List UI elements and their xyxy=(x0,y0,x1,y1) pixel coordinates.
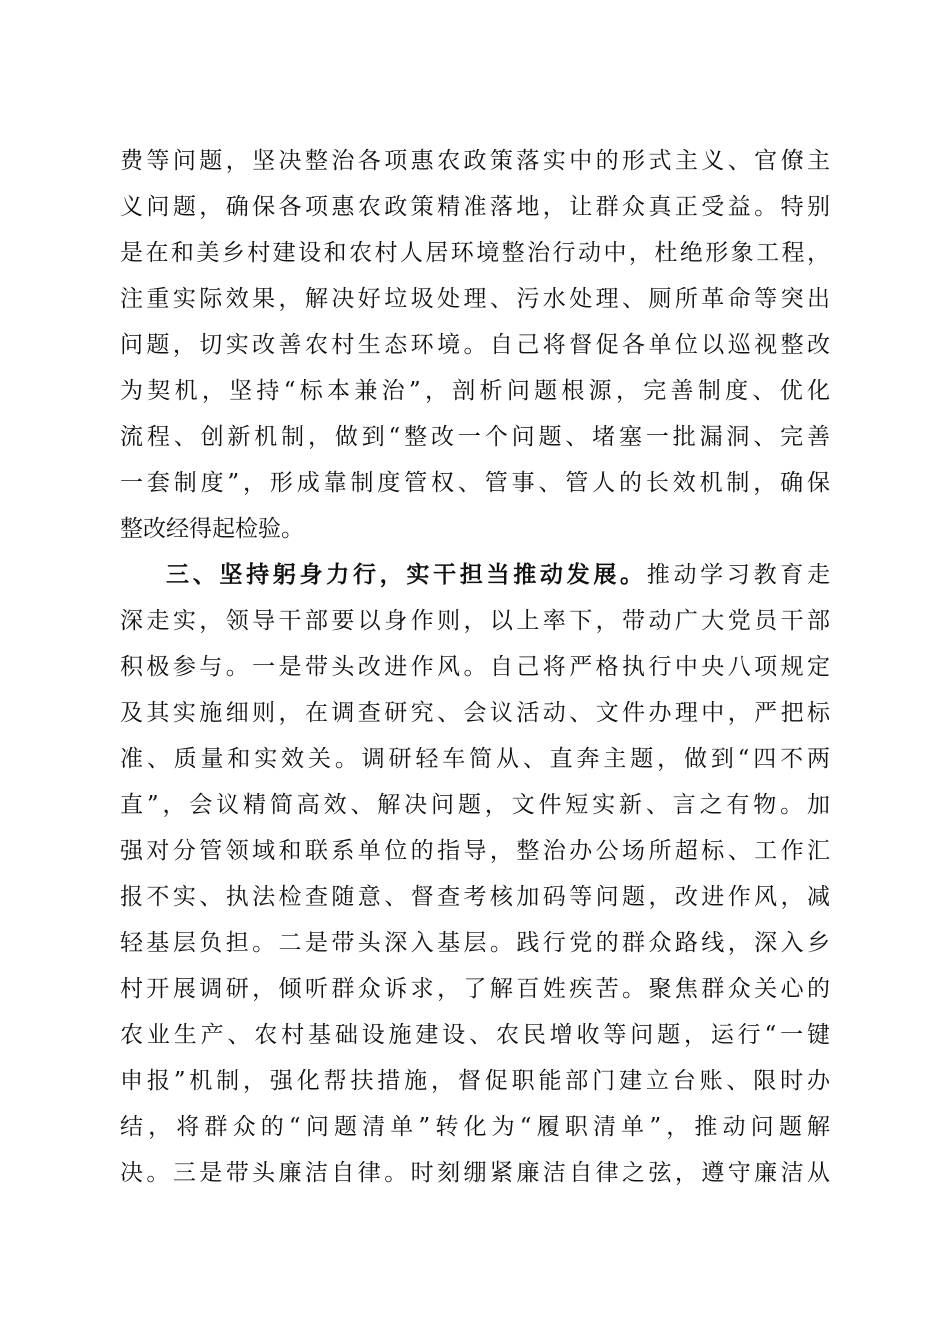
text-line: 报不实、执法检查随意、督查考核加码等问题，改进作风，减 xyxy=(120,884,830,910)
text-line: 结，将群众的“问题清单”转化为“履职清单”，推动问题解 xyxy=(120,1114,830,1140)
section-3-first-line-text: 推动学习教育走 xyxy=(646,562,830,588)
section-3-first-line xyxy=(120,552,830,598)
section-3-heading: 三、坚持躬身力行，实干担当推动发展。 xyxy=(166,562,647,588)
text-line: 及其实施细则，在调查研究、会议活动、文件办理中，严把标 xyxy=(120,700,830,726)
text-line: 村开展调研，倾听群众诉求，了解百姓疾苦。聚焦群众关心的 xyxy=(120,976,830,1002)
text-line: 强对分管领域和联系单位的指导，整治办公场所超标、工作汇 xyxy=(120,838,830,864)
text-line: 直”，会议精简高效、解决问题，文件短实新、言之有物。加 xyxy=(120,792,830,818)
text-line: 决。三是带头廉洁自律。时刻绷紧廉洁自律之弦，遵守廉洁从 xyxy=(120,1160,830,1186)
text-line: 一套制度”，形成靠制度管权、管事、管人的长效机制，确保 xyxy=(120,470,830,496)
text-line: 申报”机制，强化帮扶措施，督促职能部门建立台账、限时办 xyxy=(120,1068,830,1094)
text-line: 费等问题，坚决整治各项惠农政策落实中的形式主义、官僚主 xyxy=(120,148,830,174)
text-line: 农业生产、农村基础设施建设、农民增收等问题，运行“一键 xyxy=(120,1022,830,1048)
text-line: 注重实际效果，解决好垃圾处理、污水处理、厕所革命等突出 xyxy=(120,286,830,312)
paragraph-continued xyxy=(120,138,830,552)
text-line: 是在和美乡村建设和农村人居环境整治行动中，杜绝形象工程， xyxy=(120,240,830,266)
text-line: 义问题，确保各项惠农政策精准落地，让群众真正受益。特别 xyxy=(120,194,830,220)
text-line: 流程、创新机制，做到“整改一个问题、堵塞一批漏洞、完善 xyxy=(120,424,830,450)
text-line: 整改经得起检验。 xyxy=(120,516,304,542)
section-3-paragraph xyxy=(120,552,830,1196)
text-line: 轻基层负担。二是带头深入基层。践行党的群众路线，深入乡 xyxy=(120,930,830,956)
text-line: 为契机，坚持“标本兼治”，剖析问题根源，完善制度、优化 xyxy=(120,378,830,404)
document-body xyxy=(120,138,830,1196)
text-line: 深走实，领导干部要以身作则，以上率下，带动广大党员干部 xyxy=(120,608,830,634)
text-line: 准、质量和实效关。调研轻车简从、直奔主题，做到“四不两 xyxy=(120,746,830,772)
text-line: 问题，切实改善农村生态环境。自己将督促各单位以巡视整改 xyxy=(120,332,830,358)
text-line: 积极参与。一是带头改进作风。自己将严格执行中央八项规定 xyxy=(120,654,830,680)
